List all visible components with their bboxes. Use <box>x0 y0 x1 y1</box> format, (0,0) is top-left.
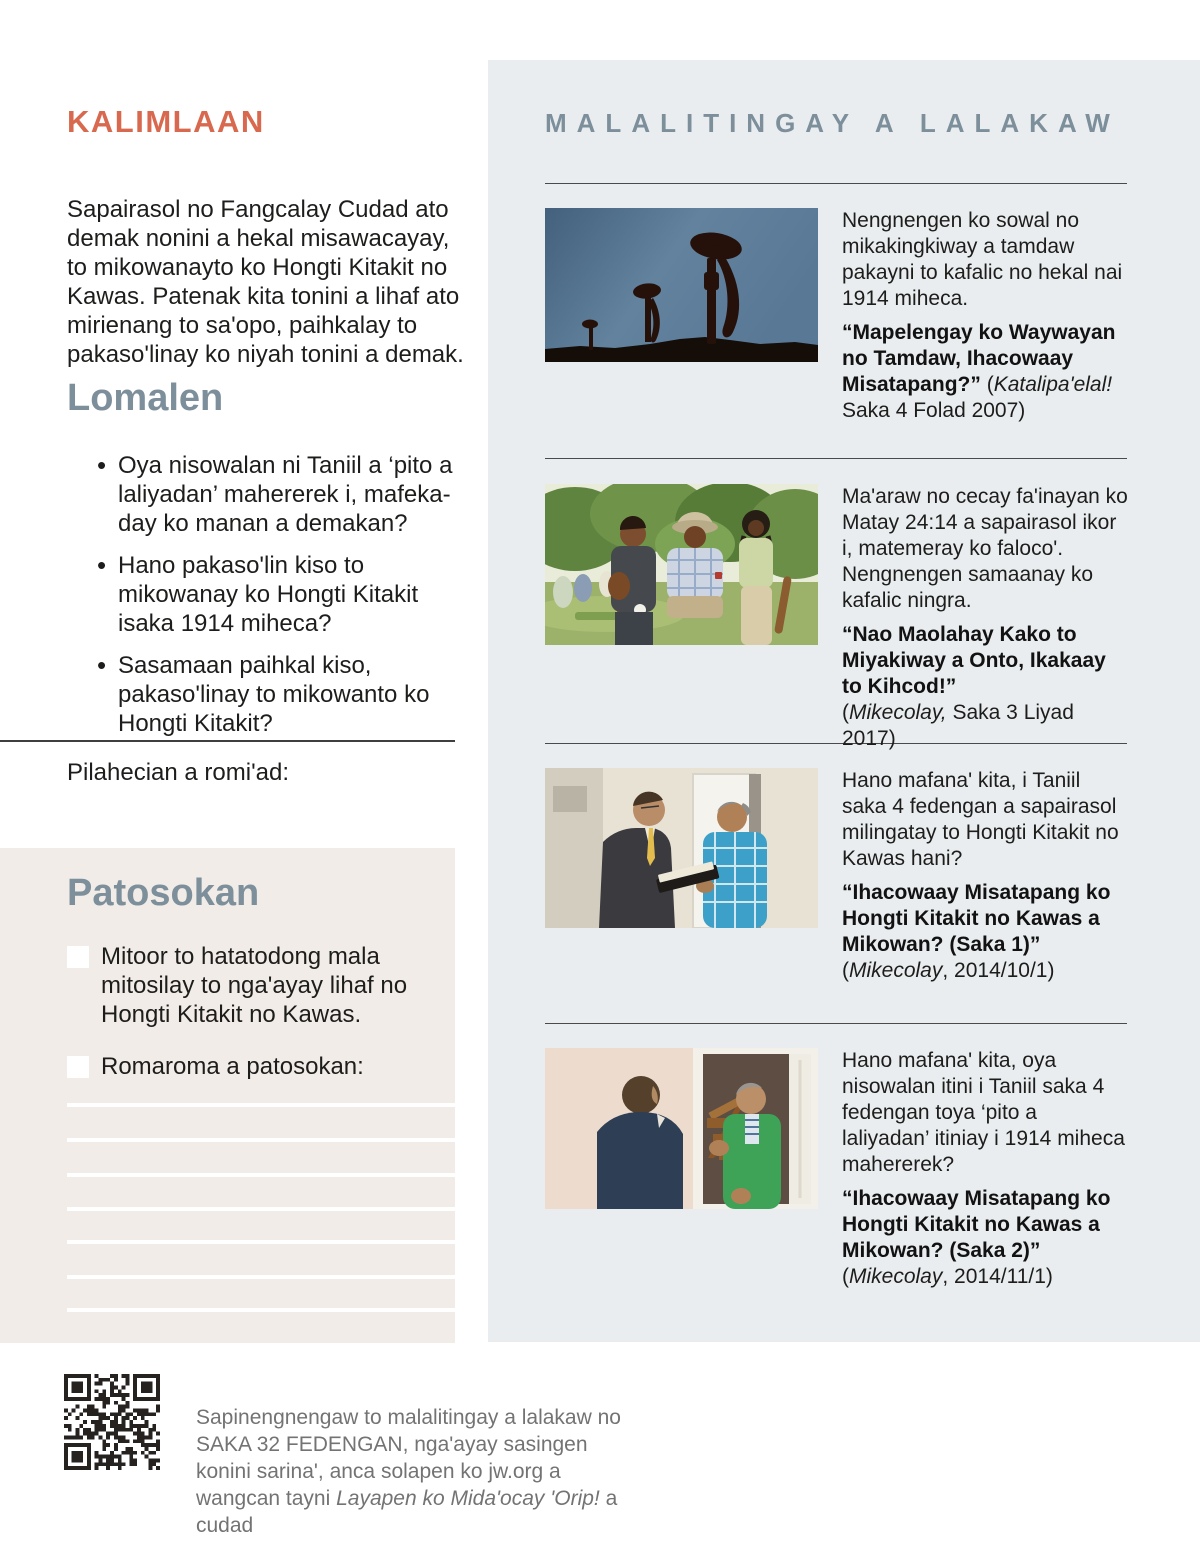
entry-reference: “Mapelengay ko Waywayan no Tamdaw, Ihacowaay Misatapang?” (Katalipa'elal! Saka 4 Folad 2007) <box>842 321 1116 422</box>
goal-text: Mitoor to hatatodong mala mitosilay to nga'ayay lihaf no Hongti Kitakit no Kawas. <box>101 943 408 1028</box>
goal-checkbox[interactable] <box>67 946 89 968</box>
left-divider <box>0 740 455 742</box>
writing-line[interactable] <box>67 1275 455 1279</box>
question-item: • Sasamaan paihkal kiso, pakaso'linay to mikowanto ko Hongti Kitakit? <box>97 651 465 738</box>
date-label: Pilahecian a romi'ad: <box>67 759 290 786</box>
entry-body: Hano mafana' kita, oya nisowalan itini i Taniil saka 4 fedengan toya ‘pito a laliyadan’ itiniay i 1914 miheca mahererek? <box>842 1049 1125 1176</box>
review-title: MALALITINGAY A LALAKAW <box>545 108 1120 138</box>
family-baseball-picnic-photo <box>545 484 818 645</box>
qr-code <box>64 1374 160 1470</box>
writing-line[interactable] <box>67 1308 455 1312</box>
bible-discussion-doorstep-photo <box>545 768 818 928</box>
review-divider <box>545 183 1127 184</box>
entry-body: Nengnengen ko sowal no mikakingkiway a tamdaw pakayni to kafalic no hekal nai 1914 miheca. <box>842 209 1123 310</box>
goal-text: Romaroma a patosokan: <box>101 1053 364 1080</box>
overview-text: Sapairasol no Fangcalay Cudad ato demak nonini a hekal misawacayay, to mikowanayto ko Hongti Kitakit no Kawas. Patenak kita tonini a lihaf ato mirienang to sa'opo, paihkalay to pakaso'linay ko niyah tonini a demak. <box>67 196 464 368</box>
entry-body: Ma'araw no cecay fa'inayan ko Matay 24:14 a sapairasol ikor i, matemeray ko faloco'. Nengnengen samaanay ko kafalic ningra. <box>842 485 1128 612</box>
entry-reference: “Nao Maolahay Kako to Miyakiway a Onto, Ikakaay to Kihcod!” (Mikecolay, Saka 3 Liyad 2017) <box>842 623 1106 750</box>
goal-checkbox[interactable] <box>67 1056 89 1078</box>
question-item: • Oya nisowalan ni Taniil a ‘pito a laliyadan’ mahererek i, mafekaday ko manan a demakan? <box>97 451 465 538</box>
review-divider <box>545 1023 1127 1024</box>
writing-line[interactable] <box>67 1240 455 1244</box>
review-panel <box>488 60 1200 1342</box>
writing-line[interactable] <box>67 1103 455 1107</box>
review-divider <box>545 458 1127 459</box>
footer-text: Sapinengnengaw to malalitingay a lalakaw no SAKA 32 FEDENGAN, nga'ayay sasingen konini sarina', anca solapen ko jw.org a wangcan tayni Layapen ko Mida'ocay 'Orip! a cudad <box>196 1406 621 1537</box>
questions-list <box>97 451 465 751</box>
overview-title: KALIMLAAN <box>67 104 265 139</box>
battlefield-memorial-photo <box>545 208 818 362</box>
goals-title: Patosokan <box>67 872 260 914</box>
writing-line[interactable] <box>67 1207 455 1211</box>
questions-title: Lomalen <box>67 377 224 419</box>
goal-row <box>67 1052 425 1081</box>
grandfather-figure <box>667 512 723 618</box>
entry-body: Hano mafana' kita, i Taniil saka 4 fedengan a sapairasol milingatay to Hongti Kitakit no Kawas hani? <box>842 769 1119 870</box>
goal-row <box>67 942 425 1029</box>
question-item: • Hano pakaso'lin kiso to mikowanay ko Hongti Kitakit isaka 1914 miheca? <box>97 551 465 638</box>
entry-reference: “Ihacowaay Misatapang ko Hongti Kitakit no Kawas a Mikowan? (Saka 1)” (Mikecolay, 2014/10/1) <box>842 881 1111 982</box>
writing-line[interactable] <box>67 1138 455 1142</box>
goals-box <box>0 848 455 1343</box>
doorstep-greeting-photo <box>545 1048 818 1209</box>
entry-reference: “Ihacowaay Misatapang ko Hongti Kitakit no Kawas a Mikowan? (Saka 2)” (Mikecolay, 2014/11/1) <box>842 1187 1111 1288</box>
writing-line[interactable] <box>67 1173 455 1177</box>
